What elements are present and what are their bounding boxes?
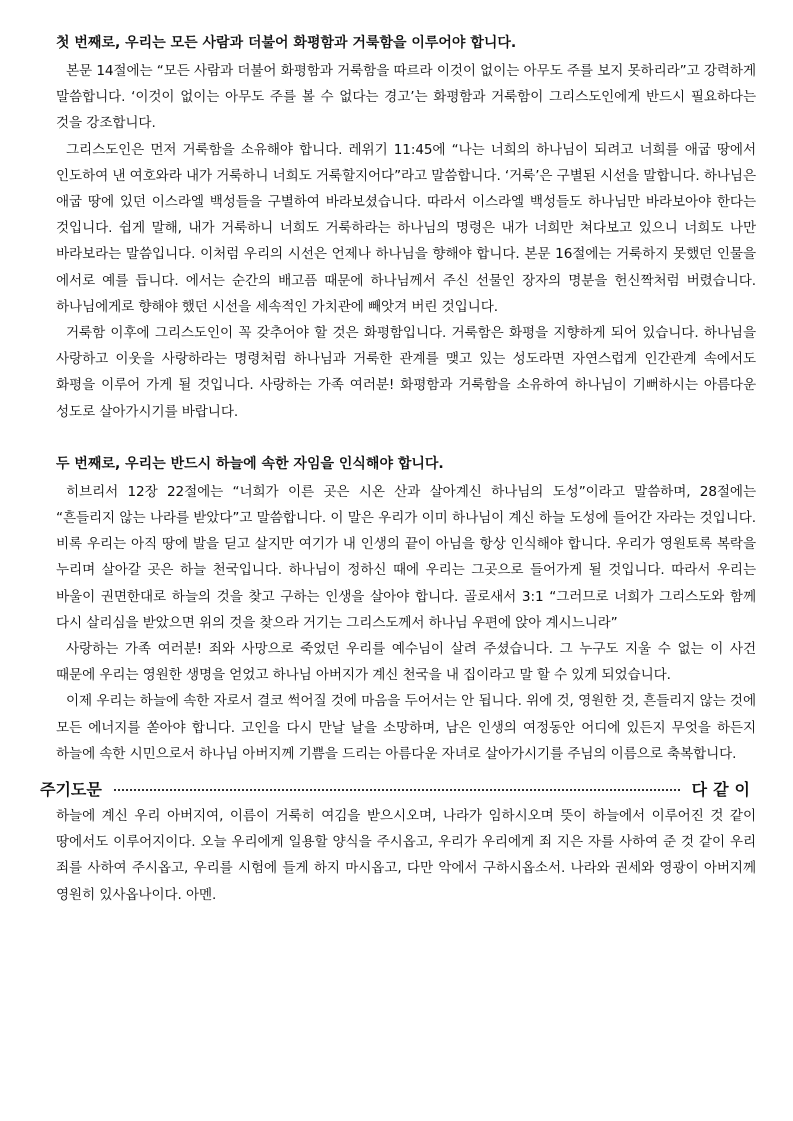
- section-2-paragraph-3: 이제 우리는 하늘에 속한 자로서 결코 썩어질 것에 마음을 두어서는 안 됩니다. 위에 것, 영원한 것, 흔들리지 않는 것에 모든 에너지를 쏟아야 합니다. 고인을 다시 만날 날을 소망하며, 남은 인생의 여정동안 어디에 있든지 무엇을 하든지 하늘에 속한 시민으로서 하나님 아버지께 기쁨을 드리는 아름다운 자녀로 살아가시기를 주님의 이름으로 축복합니다.: [56, 693, 756, 762]
- section-1-paragraph-2: 그리스도인은 먼저 거룩함을 소유해야 합니다. 레위기 11:45에 “나는 너희의 하나님이 되려고 너희를 애굽 땅에서 인도하여 낸 여호와라 내가 거룩하니 너희도 거룩할지어다”라고 말씀합니다. ‘거룩’은 구별된 시선을 말합니다. 하나님은 애굽 땅에 있던 이스라엘 백성들을 구별하여 바라보셨습니다. 따라서 이스라엘 백성들도 하나님만 바라보아야 한다는 것입니다. 쉽게 말해, 내가 거룩하니 너희도 거룩하라는 하나님의 명령은 내가 너희만 쳐다보고 있으니 너희도 나만 바라보라는 말씀입니다. 이처럼 우리의 시선은 언제나 하나님을 향해야 합니다. 본문 16절에는 거룩하지 못했던 인물을 에서로 예를 듭니다. 에서는 순간의 배고픔 때문에 하나님께서 주신 선물인 장자의 명분을 헌신짝처럼 버렸습니다. 하나님에게로 향해야 했던 시선을 세속적인 가치관에 빼앗겨 버린 것입니다.: [56, 141, 756, 315]
- section-2-paragraph-1: 히브리서 12장 22절에는 “너희가 이른 곳은 시온 산과 살아계신 하나님의 도성”이라고 말씀하며, 28절에는 “흔들리지 않는 나라를 받았다”고 말씀합니다. 이 말은 우리가 이미 하나님이 계신 하늘 도성에 들어간 자라는 것입니다. 비록 우리는 아직 땅에 발을 딛고 살지만 여기가 내 인생의 끝이 아님을 항상 인식해야 합니다. 우리가 영원토록 복락을 누리며 살아갈 곳은 하늘 천국입니다. 하나님이 정하신 때에 우리는 그곳으로 들어가게 될 것입니다. 따라서 우리는 바울이 권면한대로 하늘의 것을 찾고 구하는 인생을 살아야 합니다. 골로새서 3:1 “그러므로 너희가 그리스도와 함께 다시 살리심을 받았으면 위의 것을 찾으라 거기는 그리스도께서 하나님 우편에 앉아 계시느니라”: [56, 483, 756, 631]
- section-1-paragraph-3: 거룩함 이후에 그리스도인이 꼭 갖추어야 할 것은 화평함입니다. 거룩함은 화평을 지향하게 되어 있습니다. 하나님을 사랑하고 이웃을 사랑하라는 명령처럼 하나님과 거룩한 관계를 맺고 있는 성도라면 자연스럽게 인간관계 속에서도 화평을 이루어 가게 될 것입니다. 사랑하는 가족 여러분! 화평함과 거룩함을 소유하여 하나님이 기뻐하시는 아름다운 성도로 살아가시기를 바랍니다.: [56, 325, 756, 420]
- section-2-paragraph-2: 사랑하는 가족 여러분! 죄와 사망으로 죽었던 우리를 예수님이 살려 주셨습니다. 그 누구도 지울 수 없는 이 사건 때문에 우리는 영원한 생명을 얻었고 하나님 아버지가 계신 천국을 내 집이라고 말 할 수 있게 되었습니다.: [56, 641, 756, 684]
- lords-prayer-text: 하늘에 계신 우리 아버지여, 이름이 거룩히 여김을 받으시오며, 나라가 임하시오며 뜻이 하늘에서 이루어진 것 같이 땅에서도 이루어지이다. 오늘 우리에게 일용할 양식을 주시옵고, 우리가 우리에게 죄 지은 자를 사하여 준 것 같이 우리 죄를 사하여 주시옵고, 우리를 시험에 들게 하지 마시옵고, 다만 악에서 구하시옵소서. 나라와 권세와 영광이 아버지께 영원히 있사옵나이다. 아멘.: [56, 808, 756, 903]
- section-spacer: [56, 425, 756, 451]
- prayer-participants: 다같이: [691, 779, 756, 799]
- section-1-heading: 첫 번째로, 우리는 모든 사람과 더불어 화평함과 거룩함을 이루어야 합니다.: [56, 35, 517, 51]
- prayer-header: [40, 775, 756, 801]
- section-1-paragraph-1: 본문 14절에는 “모든 사람과 더불어 화평함과 거룩함을 따르라 이것이 없이는 아무도 주를 보지 못하리라”고 강력하게 말씀합니다. ‘이것이 없이는 아무도 주를 볼 수 없다는 경고’는 화평함과 거룩함이 그리스도인에게 반드시 필요하다는 것을 강조합니다.: [56, 63, 756, 132]
- section-2-heading: 두 번째로, 우리는 반드시 하늘에 속한 자임을 인식해야 합니다.: [56, 455, 444, 472]
- prayer-title: 주기도문: [40, 779, 102, 799]
- dotted-leader: [114, 789, 680, 791]
- document-page: [40, 30, 756, 908]
